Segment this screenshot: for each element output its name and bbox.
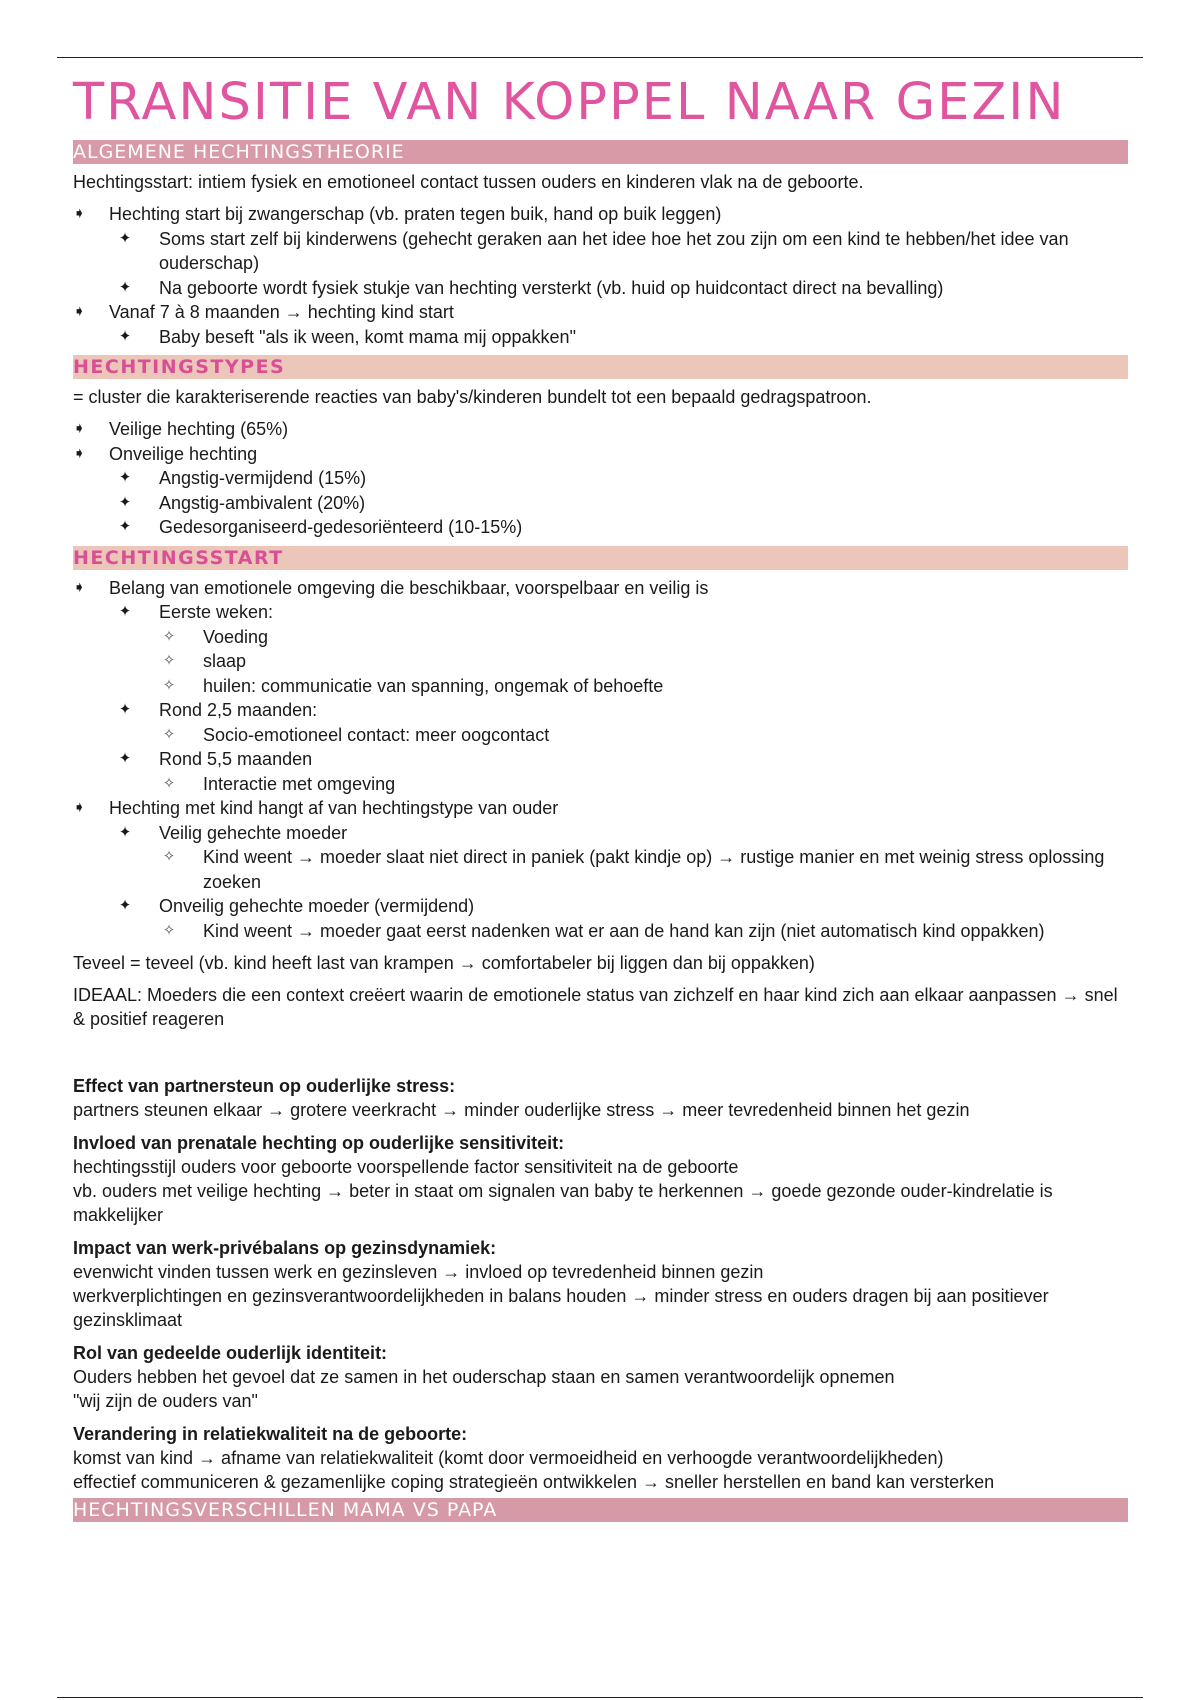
list-item: ✧ slaap bbox=[159, 649, 1128, 674]
diamond-bullet-icon: ✧ bbox=[162, 725, 176, 743]
list-item: ✦ Rond 5,5 maanden ✧ Interactie met omgeving bbox=[115, 747, 1128, 796]
bullet-icon: ➧ bbox=[73, 578, 86, 596]
paragraph: evenwicht vinden tussen werk en gezinsleven → invloed op tevredenheid binnen gezin bbox=[73, 1262, 764, 1282]
list-item: ✦ Gedesorganiseerd-gedesoriënteerd (10-15%) bbox=[115, 515, 1128, 540]
topic-heading: Effect van partnersteun op ouderlijke stress: bbox=[73, 1076, 456, 1096]
list-item: ✦ Angstig-ambivalent (20%) bbox=[115, 491, 1128, 516]
top-rule bbox=[57, 57, 1143, 58]
bullet-icon: ➧ bbox=[73, 303, 86, 320]
star-bullet-icon: ✦ bbox=[118, 897, 132, 914]
bullet-icon: ➧ bbox=[73, 444, 86, 462]
list-item: ➧ Vanaf 7 à 8 maanden → hechting kind start ✦ Baby beseft "als ik ween, komt mama mij oppakken" bbox=[73, 300, 1128, 349]
list-item: ✧ Interactie met omgeving bbox=[159, 772, 1128, 797]
list-item: ➧ Veilige hechting (65%) bbox=[73, 417, 1128, 442]
document-page bbox=[73, 70, 1128, 1528]
star-bullet-icon: ✦ bbox=[118, 603, 132, 620]
paragraph: vb. ouders met veilige hechting → beter in staat om signalen van baby te herkennen → goede gezonde ouder-kindrelatie is makkelijker bbox=[73, 1181, 1053, 1225]
document-title: TRANSITIE VAN KOPPEL NAAR GEZIN bbox=[73, 73, 1066, 132]
bullet-list bbox=[73, 202, 1128, 349]
bullet-icon: ➧ bbox=[73, 205, 86, 222]
topic-block bbox=[73, 1236, 1128, 1332]
bullet-icon: ➧ bbox=[73, 420, 86, 437]
diamond-bullet-icon: ✧ bbox=[162, 676, 176, 694]
star-bullet-icon: ✦ bbox=[118, 493, 132, 511]
topic-block bbox=[73, 1131, 1128, 1227]
list-item: ✧ Voeding bbox=[159, 625, 1128, 650]
list-item: ✦ Veilig gehechte moeder ✧ Kind weent → moeder slaat niet direct in paniek (pakt kindje op) → rustige manier en met weinig stress oplossing zoeken bbox=[115, 821, 1128, 895]
list-item: ✦ Rond 2,5 maanden: ✧ Socio-emotioneel contact: meer oogcontact bbox=[115, 698, 1128, 747]
list-item: ✦ Soms start zelf bij kinderwens (gehecht geraken aan het idee hoe het zou zijn om een kind te hebben/het idee van ouderschap) bbox=[115, 227, 1128, 276]
paragraph: werkverplichtingen en gezinsverantwoordelijkheden in balans houden → minder stress en ouders dragen bij aan positiever gezinsklimaat bbox=[73, 1286, 1049, 1330]
paragraph: = cluster die karakteriserende reacties van baby's/kinderen bundelt tot een bepaald gedragspatroon. bbox=[73, 387, 872, 407]
star-bullet-icon: ✦ bbox=[118, 518, 132, 535]
paragraph: hechtingsstijl ouders voor geboorte voorspellende factor sensitiviteit na de geboorte bbox=[73, 1157, 739, 1177]
diamond-bullet-icon: ✧ bbox=[162, 652, 176, 669]
topic-heading: Invloed van prenatale hechting op ouderlijke sensitiviteit: bbox=[73, 1133, 565, 1153]
diamond-bullet-icon: ✧ bbox=[162, 774, 176, 792]
paragraph: komst van kind → afname van relatiekwaliteit (komt door vermoeidheid en verhoogde verantwoordelijkheden) bbox=[73, 1448, 944, 1468]
list-item: ✦ Na geboorte wordt fysiek stukje van hechting versterkt (vb. huid op huidcontact direct na bevalling) bbox=[115, 276, 1128, 301]
star-bullet-icon: ✦ bbox=[118, 750, 132, 767]
list-item: ✦ Eerste weken: ✧ Voeding ✧ slaap ✧ huilen: communicatie van spanning, ongemak of behoefte bbox=[115, 600, 1128, 698]
paragraph: "wij zijn de ouders van" bbox=[73, 1391, 258, 1411]
paragraph: Hechtingsstart: intiem fysiek en emotioneel contact tussen ouders en kinderen vlak na de geboorte. bbox=[73, 172, 864, 192]
diamond-bullet-icon: ✧ bbox=[162, 848, 176, 865]
diamond-bullet-icon: ✧ bbox=[162, 921, 176, 939]
paragraph: partners steunen elkaar → grotere veerkracht → minder ouderlijke stress → meer tevredenheid binnen het gezin bbox=[73, 1100, 970, 1120]
bullet-list bbox=[73, 417, 1128, 540]
star-bullet-icon: ✦ bbox=[118, 701, 132, 718]
topic-block bbox=[73, 1074, 1128, 1122]
paragraph: Ouders hebben het gevoel dat ze samen in het ouderschap staan en samen verantwoordelijk opnemen bbox=[73, 1367, 895, 1387]
section-heading-verschillen: HECHTINGSVERSCHILLEN MAMA VS PAPA bbox=[73, 1498, 1128, 1522]
list-item: ✧ Kind weent → moeder gaat eerst nadenken wat er aan de hand kan zijn (niet automatisch kind oppakken) bbox=[159, 919, 1128, 944]
list-item: ✦ Onveilig gehechte moeder (vermijdend) ✧ Kind weent → moeder gaat eerst nadenken wat er aan de hand kan zijn (niet automatisch kind oppakken) bbox=[115, 894, 1128, 943]
section-heading-hechtingstypes: HECHTINGSTYPES bbox=[73, 355, 1128, 379]
star-bullet-icon: ✦ bbox=[118, 327, 132, 345]
bullet-icon: ➧ bbox=[73, 799, 86, 816]
paragraph: effectief communiceren & gezamenlijke coping strategieën ontwikkelen → sneller herstellen en band kan versterken bbox=[73, 1472, 995, 1492]
star-bullet-icon: ✦ bbox=[118, 229, 132, 247]
list-item: ✧ Kind weent → moeder slaat niet direct in paniek (pakt kindje op) → rustige manier en met weinig stress oplossing zoeken bbox=[159, 845, 1128, 894]
list-item: ➧ Hechting met kind hangt af van hechtingstype van ouder ✦ Veilig gehechte moeder ✧ Kind weent → moeder slaat niet direct in paniek (pakt kindje op) → rustige manier en met weinig stress oplossing zoeken ✦ Onveilig gehechte moeder (vermijdend) ✧ Kind weent → moeder gaat eerst nadenken wat er aan de hand kan zijn (niet automatisch kind oppakken) bbox=[73, 796, 1128, 943]
list-item: ✧ huilen: communicatie van spanning, ongemak of behoefte bbox=[159, 674, 1128, 699]
star-bullet-icon: ✦ bbox=[118, 823, 132, 841]
star-bullet-icon: ✦ bbox=[118, 469, 132, 486]
section-heading-algemene: ALGEMENE HECHTINGSTHEORIE bbox=[73, 140, 1128, 164]
star-bullet-icon: ✦ bbox=[118, 278, 132, 296]
diamond-bullet-icon: ✧ bbox=[162, 627, 176, 645]
bullet-list bbox=[73, 576, 1128, 944]
topic-block bbox=[73, 1422, 1128, 1494]
topic-heading: Verandering in relatiekwaliteit na de geboorte: bbox=[73, 1424, 468, 1444]
paragraph: Teveel = teveel (vb. kind heeft last van krampen → comfortabeler bij liggen dan bij oppakken) bbox=[73, 953, 815, 973]
section-heading-hechtingsstart: HECHTINGSSTART bbox=[73, 546, 1128, 570]
list-item: ➧ Hechting start bij zwangerschap (vb. praten tegen buik, hand op buik leggen) ✦ Soms start zelf bij kinderwens (gehecht geraken aan het idee hoe het zou zijn om een kind te hebben/het idee van ouderschap) ✦ Na geboorte wordt fysiek stukje van hechting versterkt (vb. huid op huidcontact direct na bevalling) bbox=[73, 202, 1128, 300]
bottom-rule bbox=[57, 1697, 1143, 1698]
list-item: ✧ Socio-emotioneel contact: meer oogcontact bbox=[159, 723, 1128, 748]
list-item: ➧ Belang van emotionele omgeving die beschikbaar, voorspelbaar en veilig is ✦ Eerste weken: ✧ Voeding ✧ slaap ✧ huilen: communicatie van spanning, ongemak of behoefte ✦ Rond 2,5 maanden: ✧ Socio-emotioneel contact: meer oogcontact ✦ Rond 5,5 maanden ✧ Interactie met omgeving bbox=[73, 576, 1128, 797]
topic-heading: Rol van gedeelde ouderlijk identiteit: bbox=[73, 1343, 388, 1363]
list-item: ➧ Onveilige hechting ✦ Angstig-vermijdend (15%) ✦ Angstig-ambivalent (20%) ✦ Gedesorganiseerd-gedesoriënteerd (10-15%) bbox=[73, 442, 1128, 540]
topic-heading: Impact van werk-privébalans op gezinsdynamiek: bbox=[73, 1238, 497, 1258]
list-item: ✦ Angstig-vermijdend (15%) bbox=[115, 466, 1128, 491]
paragraph: IDEAAL: Moeders die een context creëert waarin de emotionele status van zichzelf en haar kind zich aan elkaar aanpassen → snel & positief reageren bbox=[73, 985, 1118, 1029]
topic-block bbox=[73, 1341, 1128, 1413]
list-item: ✦ Baby beseft "als ik ween, komt mama mij oppakken" bbox=[115, 325, 1128, 350]
